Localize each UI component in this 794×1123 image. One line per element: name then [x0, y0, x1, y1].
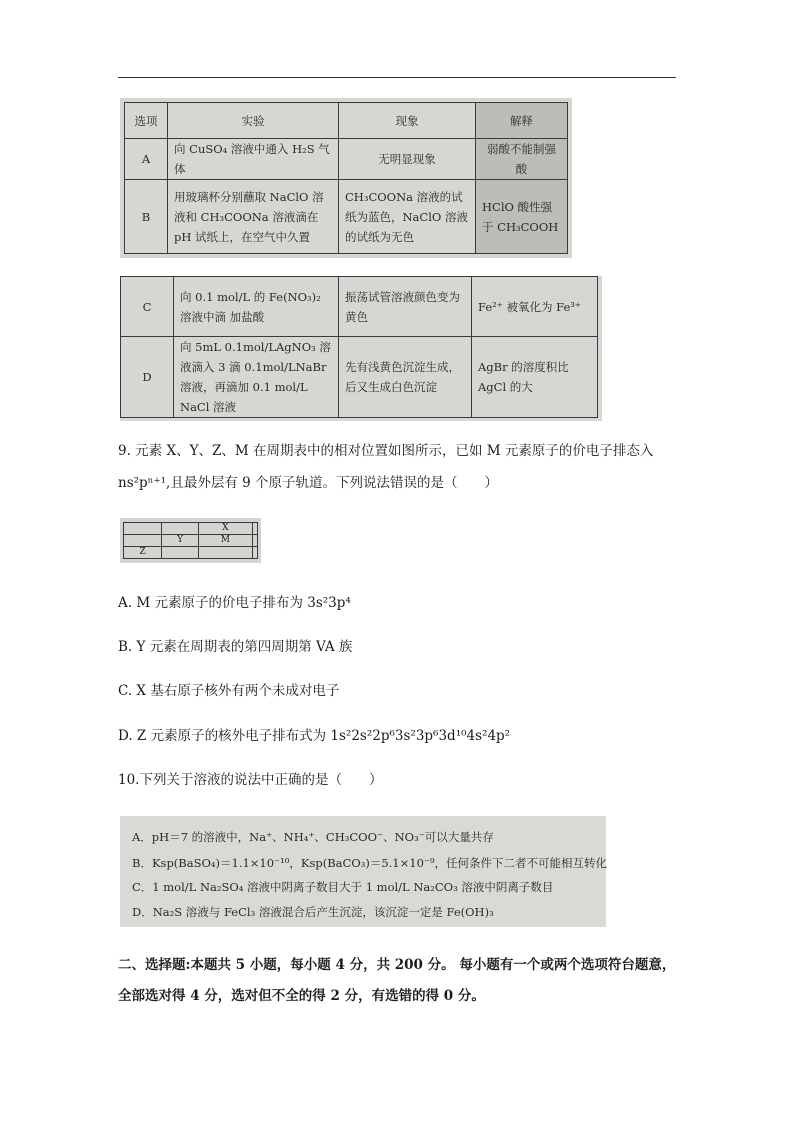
- q10-option-b: B．Ksp(BaSO₄)＝1.1×10⁻¹⁰，Ksp(BaCO₃)＝5.1×10⁻⁹，任何条件下二者不可能相互转化: [132, 856, 608, 870]
- header-explanation: 解释: [476, 103, 568, 139]
- grid-cell: [252, 547, 257, 559]
- periodic-position-grid: [120, 518, 261, 563]
- q9-option-a: A. M 元素原子的价电子排布为 3s²3p⁴: [118, 595, 351, 611]
- grid-z: Z: [124, 547, 162, 559]
- row-a-option: A: [125, 139, 168, 180]
- grid-cell: [124, 535, 162, 547]
- row-d-phenomenon: 先有浅黄色沉淀生成，后又生成白色沉淀: [339, 337, 472, 418]
- q10-options-photo: [120, 816, 606, 927]
- grid-cell: [252, 535, 257, 547]
- row-b-phenomenon: CH₃COONa 溶液的试纸为蓝色，NaClO 溶液的试纸为无色: [339, 180, 476, 254]
- q9-stem-line2: ns²pⁿ⁺¹,且最外层有 9 个原子轨道。下列说法错误的是（ ）: [118, 475, 499, 491]
- grid-y: Y: [162, 535, 199, 547]
- header-option: 选项: [125, 103, 168, 139]
- q10-option-d: D．Na₂S 溶液与 FeCl₃ 溶液混合后产生沉淀，该沉淀一定是 Fe(OH)₃: [132, 905, 494, 919]
- grid-cell: [162, 547, 199, 559]
- row-c-experiment: 向 0.1 mol/L 的 Fe(NO₃)₂ 溶液中滴 加盐酸: [174, 277, 339, 337]
- q9-option-b: B. Y 元素在周期表的第四周期第 VA 族: [118, 639, 353, 655]
- q9-option-c: C. X 基右原子核外有两个未成对电子: [118, 683, 340, 699]
- q10-stem: 10.下列关于溶液的说法中正确的是（ ）: [118, 772, 383, 788]
- row-d-experiment: 向 5mL 0.1mol/LAgNO₃ 溶液滴入 3 滴 0.1mol/LNaBr 溶液，再滴加 0.1 mol/L NaCl 溶液: [174, 337, 339, 418]
- row-a-explanation: 弱酸不能制强酸: [476, 139, 568, 180]
- row-a-experiment: 向 CuSO₄ 溶液中通入 H₂S 气体: [168, 139, 339, 180]
- row-b-option: B: [125, 180, 168, 254]
- row-b-explanation: HClO 酸性强于 CH₃COOH: [476, 180, 568, 254]
- grid-cell: [198, 547, 252, 559]
- row-a-phenomenon: 无明显现象: [339, 139, 476, 180]
- grid-cell: [252, 523, 257, 535]
- grid-x: X: [198, 523, 252, 535]
- q9-option-d: D. Z 元素原子的核外电子排布式为 1s²2s²2p⁶3s²3p⁶3d¹⁰4s²4p²: [118, 728, 511, 744]
- header-experiment: 实验: [168, 103, 339, 139]
- row-d-explanation: AgBr 的溶度积比 AgCl 的大: [472, 337, 598, 418]
- q9-stem-line1: 9. 元素 X、Y、Z、M 在周期表中的相对位置如图所示，已如 M 元素原子的价电子排态入: [118, 443, 654, 459]
- section2-line1: 二、选择题:本题共 5 小题，每小题 4 分，共 200 分。 每小题有一个或两个选项符台题意，: [118, 957, 676, 973]
- row-b-experiment: 用玻璃杯分别蘸取 NaClO 溶液和 CH₃COONa 溶液滴在 pH 试纸上，在空气中久置: [168, 180, 339, 254]
- row-d-option: D: [121, 337, 174, 418]
- section2-line2: 全部选对得 4 分，选对但不全的得 2 分，有选错的得 0 分。: [118, 988, 485, 1004]
- header-rule: [118, 77, 676, 78]
- q10-option-a: A．pH＝7 的溶液中，Na⁺、NH₄⁺、CH₃COO⁻、NO₃⁻可以大量共存: [132, 830, 494, 844]
- row-c-option: C: [121, 277, 174, 337]
- grid-m: M: [198, 535, 252, 547]
- q10-option-c: C．1 mol/L Na₂SO₄ 溶液中阴离子数目大于 1 mol/L Na₂CO₃ 溶液中阴离子数目: [132, 880, 554, 894]
- header-phenomenon: 现象: [339, 103, 476, 139]
- row-c-phenomenon: 振荡试管溶液颜色变为黄色: [339, 277, 472, 337]
- grid-cell: [162, 523, 199, 535]
- grid-cell: [124, 523, 162, 535]
- experiment-table-ab: [120, 98, 572, 258]
- experiment-table-cd: [120, 276, 602, 421]
- row-c-explanation: Fe²⁺ 被氧化为 Fe³⁺: [472, 277, 598, 337]
